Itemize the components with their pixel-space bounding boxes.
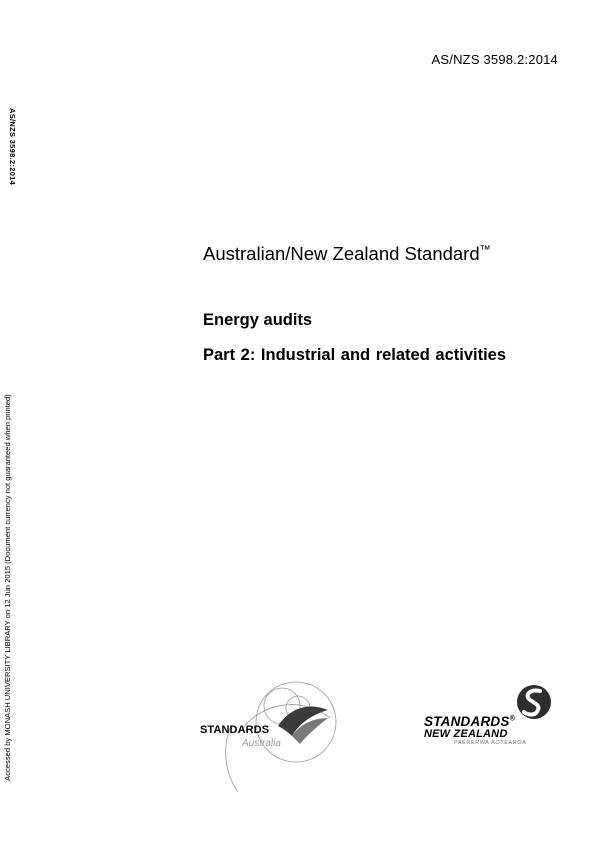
trademark-symbol: ™ [479,244,491,256]
standards-new-zealand-word-text: STANDARDS [424,714,510,729]
new-zealand-sub: PAERERWA AOTEAROA [454,740,527,746]
document-subtitle: Part 2: Industrial and related activities [203,346,507,364]
standards-australia-logo [200,658,350,798]
document-title: Energy audits [203,311,313,329]
standards-new-zealand-word [424,714,515,729]
access-note: Accessed by MONASH UNIVERSITY LIBRARY on 12 Jun 2015 (Document currency not guaranteed when printed) [2,393,12,781]
standards-new-zealand-logo [420,680,560,750]
new-zealand-word: NEW ZEALAND [424,728,508,740]
standards-new-zealand-emblem-icon [516,684,552,720]
side-document-code: AS/NZS 3598.2:2014 [8,108,17,186]
access-note-container [0,382,14,792]
standards-australia-word: STANDARDS [200,724,270,736]
standard-heading [203,243,491,265]
standard-heading-text: Australian/New Zealand Standard [203,243,480,264]
standards-australia-sub: Australia [242,738,281,749]
registered-symbol: ® [509,715,515,723]
document-number: AS/NZS 3598.2:2014 [431,52,558,67]
